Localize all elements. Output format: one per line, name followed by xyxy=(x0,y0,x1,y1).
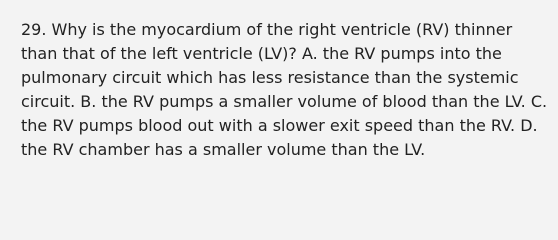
question-text: 29. Why is the myocardium of the right ventricle (RV) thinner than that of the left ventricle (LV)? A. the RV pumps into the pulmonary circuit which has less resistance than the systemic circuit. B. the RV pumps a smaller volume of blood than the LV. C. the RV pumps blood out with a slower exit speed than the RV. D. the RV chamber has a smaller volume than the LV. xyxy=(21,20,548,159)
